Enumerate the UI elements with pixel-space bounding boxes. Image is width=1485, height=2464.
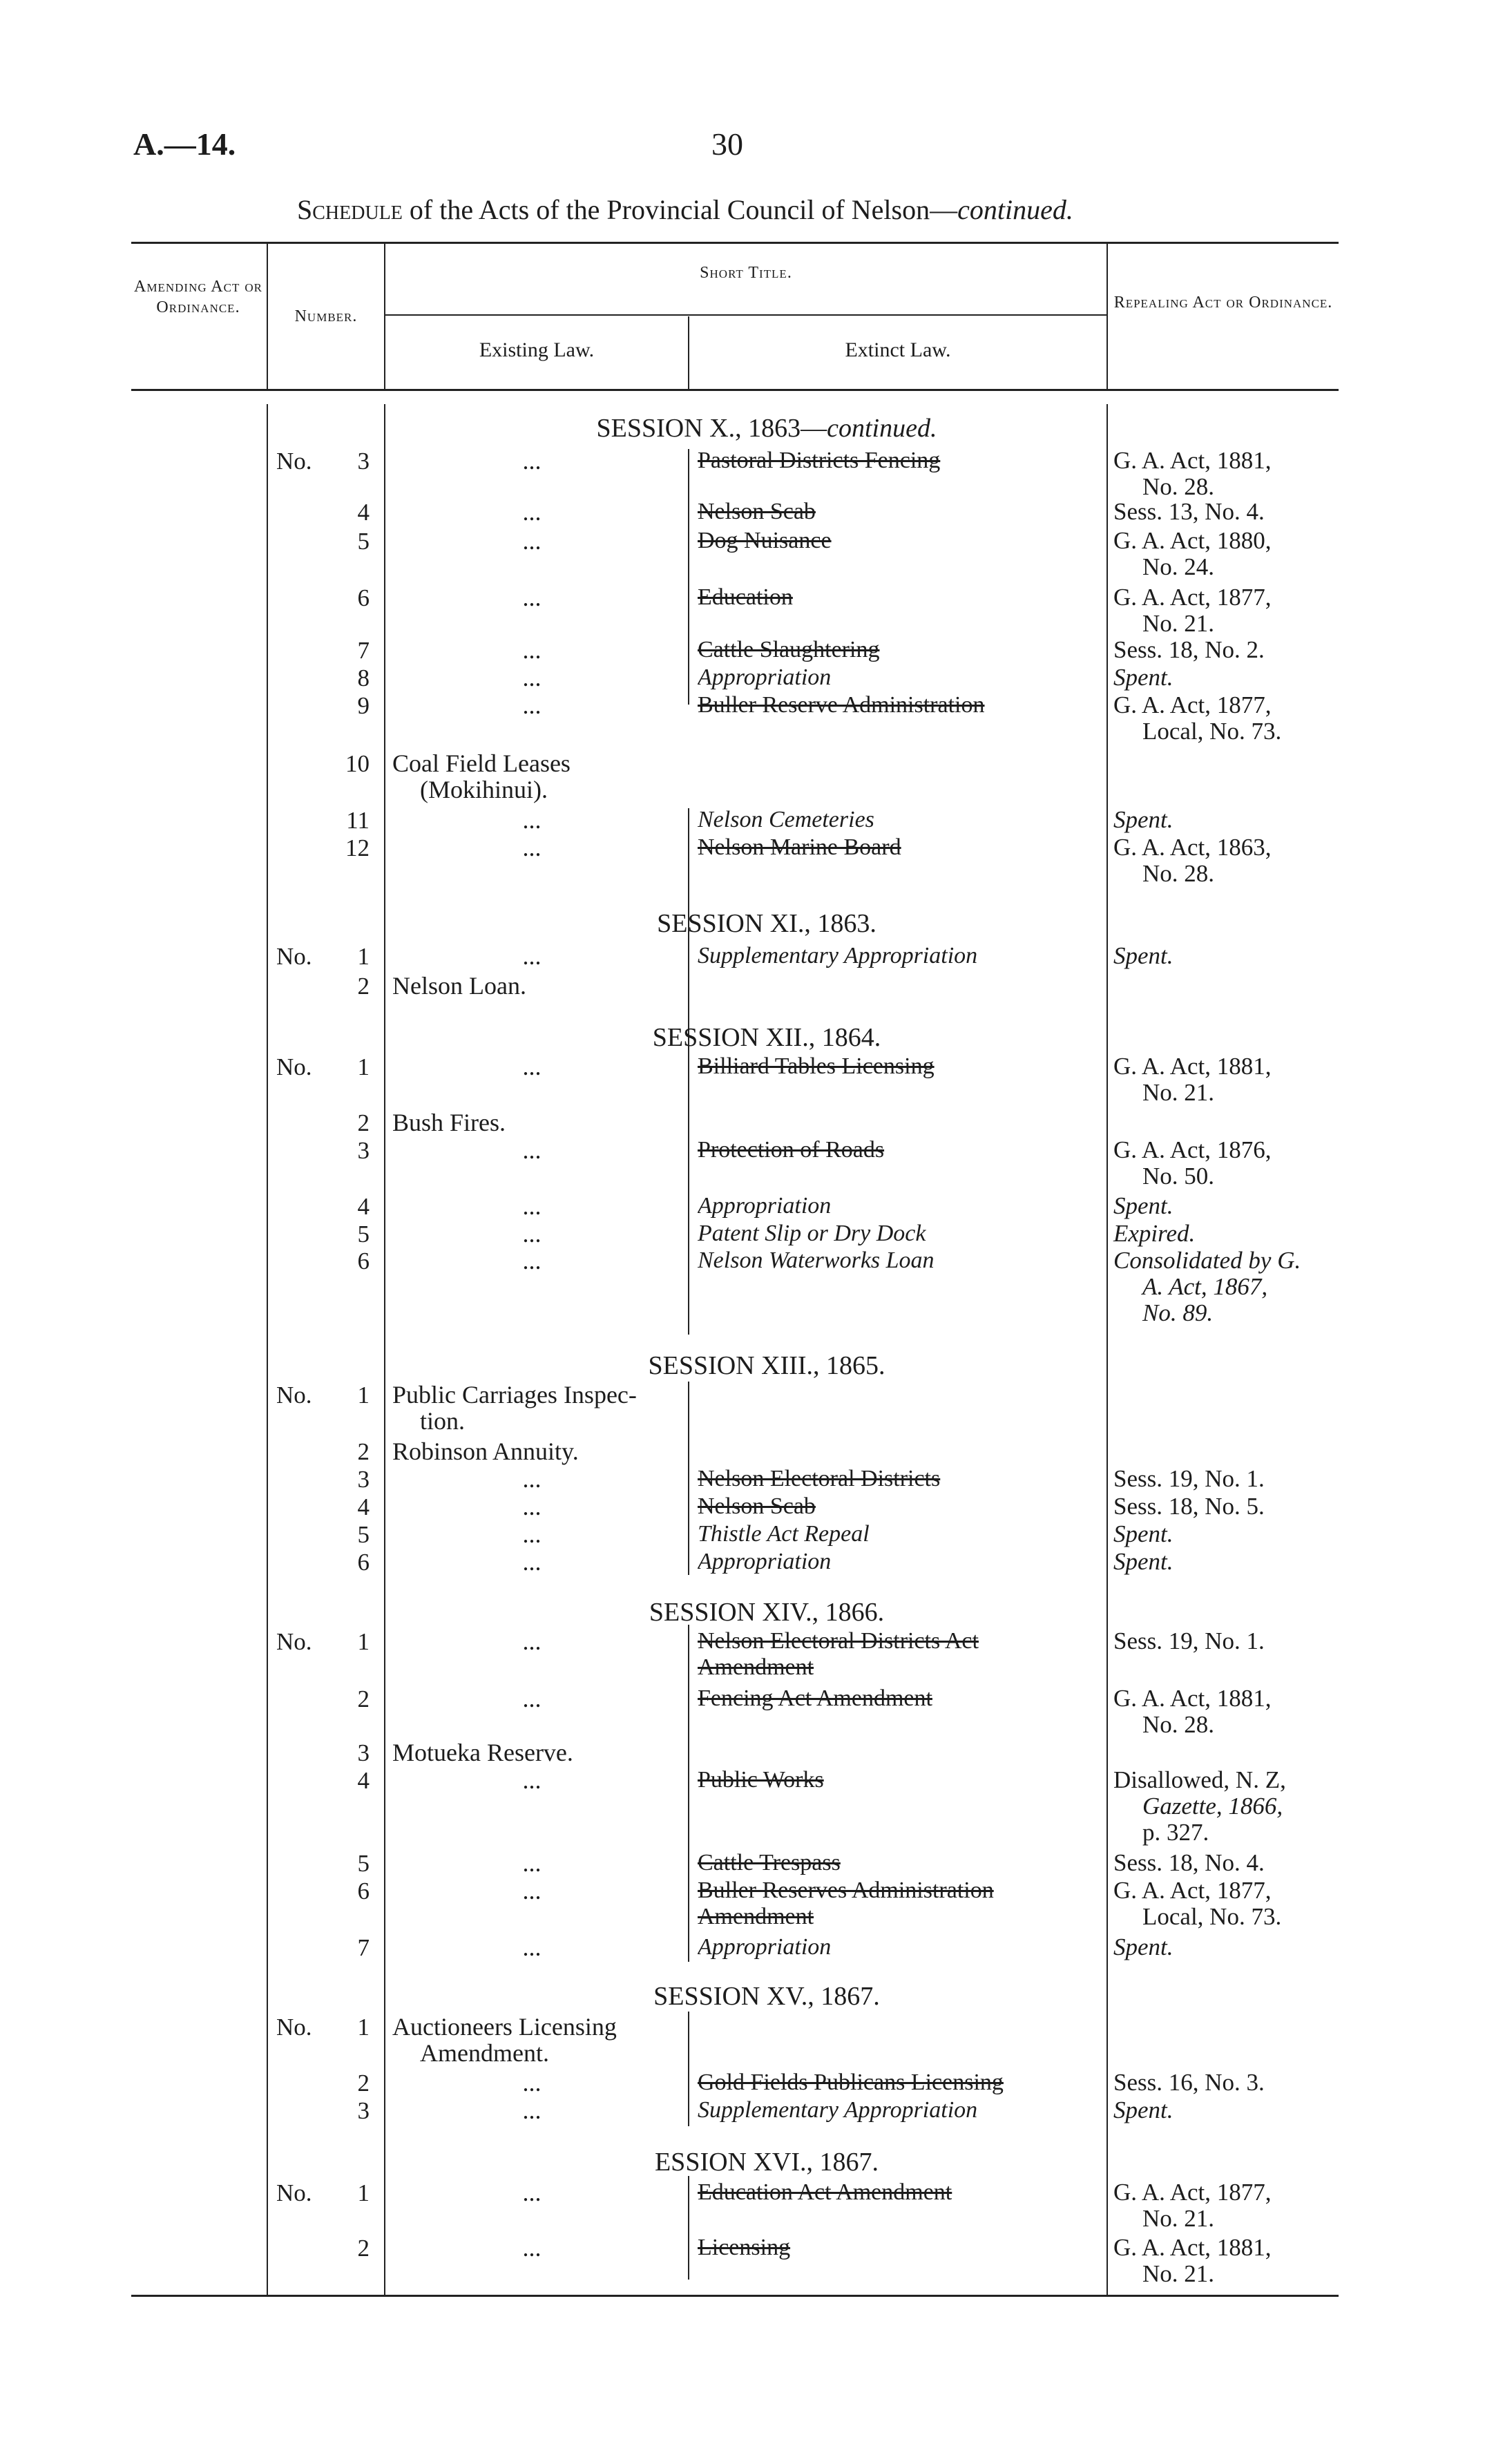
act-number: 2	[357, 1438, 370, 1465]
session-heading: SESSION XIV., 1866.	[649, 1598, 885, 1627]
extinct-law: Billiard Tables Licensing	[698, 1053, 935, 1079]
act-number: 2	[357, 2235, 370, 2262]
session-title-extra: continued.	[827, 414, 937, 443]
extinct-law: Buller Reserve Administration	[698, 692, 985, 718]
repealing-act: Sess. 18, No. 5.	[1113, 1493, 1265, 1520]
existing-law: ...	[522, 1685, 542, 1712]
header-bottom-rule	[131, 389, 1339, 391]
act-number: 6	[357, 1878, 370, 1904]
extinct-law-header: Extinct Law.	[845, 338, 951, 361]
page-number: 30	[711, 126, 743, 162]
repealing-line: G. A. Act, 1881,	[1113, 447, 1272, 474]
act-number: 6	[357, 1549, 370, 1576]
act-number: 11	[346, 807, 370, 834]
session-heading: SESSION XIII., 1865.	[648, 1351, 885, 1380]
existing-law: ...	[522, 2179, 542, 2206]
act-number: 4	[357, 1493, 370, 1520]
extinct-law: Public Works	[698, 1767, 824, 1793]
act-number: 1	[357, 1628, 370, 1655]
extinct-law: Supplementary Appropriation	[698, 943, 978, 968]
extinct-law: Pastoral Districts Fencing	[698, 448, 941, 473]
act-number: 4	[357, 1767, 370, 1794]
act-number: 5	[357, 528, 370, 555]
extinct-law: Cattle Trespass	[698, 1850, 841, 1875]
act-number: 2	[357, 1685, 370, 1712]
extinct-law: Appropriation	[698, 1549, 832, 1574]
existing-law: ...	[522, 447, 542, 475]
repealing-line: G. A. Act, 1881,	[1113, 2234, 1272, 2261]
session-divider	[688, 938, 689, 986]
repealing-act: Sess. 19, No. 1.	[1113, 1465, 1265, 1492]
extinct-law: Nelson Scab	[698, 499, 816, 524]
session-heading: SESSION XII., 1864.	[652, 1023, 881, 1052]
repealing-line: Disallowed, N. Z,	[1113, 1766, 1286, 1793]
act-number: 8	[357, 665, 370, 691]
document-code: A.—14.	[133, 126, 236, 162]
existing-law: ...	[522, 1548, 542, 1576]
repealing-act	[1113, 1248, 1341, 1326]
extinct-law: Fencing Act Amendment	[698, 1685, 932, 1711]
existing-law: ...	[522, 1849, 542, 1877]
repealing-act: Spent.	[1113, 1933, 1173, 1960]
session-heading: ESSION XVI., 1867.	[654, 2148, 879, 2177]
act-number: 1	[357, 2179, 370, 2206]
repealing-act	[1113, 2179, 1341, 2232]
column-divider	[384, 404, 385, 2295]
extinct-law: Buller Reserves Administration Amendment	[698, 1878, 994, 1929]
repealing-line: No. 50.	[1142, 1163, 1215, 1190]
existing-law: ...	[522, 1053, 542, 1080]
repealing-act: Spent.	[1113, 2097, 1173, 2123]
repealing-line: No. 28.	[1142, 1711, 1215, 1738]
existing-law: ...	[522, 636, 542, 664]
repealing-act: Spent.	[1113, 1520, 1173, 1547]
repealing-line: Local, No. 73.	[1142, 1903, 1282, 1930]
repealing-line: No. 24.	[1142, 553, 1215, 580]
repealing-line: No. 21.	[1142, 1079, 1215, 1106]
extinct-law: Education Act Amendment	[698, 2179, 952, 2205]
existing-law: ...	[522, 1136, 542, 1164]
repealing-line: G. A. Act, 1881,	[1113, 1053, 1272, 1080]
existing-law: Motueka Reserve.	[392, 1739, 573, 1766]
caption-tail: continued.	[957, 194, 1073, 225]
existing-law: ...	[522, 1465, 542, 1493]
row-no-label: No.	[276, 2179, 312, 2206]
act-number: 10	[345, 750, 370, 777]
act-number: 5	[357, 1850, 370, 1877]
repealing-act: Sess. 18, No. 4.	[1113, 1849, 1265, 1876]
existing-law: ...	[522, 527, 542, 555]
act-number: 7	[357, 1934, 370, 1961]
act-number: 12	[345, 834, 370, 861]
existing-law: ...	[522, 1192, 542, 1220]
existing-law: ...	[522, 691, 542, 719]
repealing-line: G. A. Act, 1877,	[1113, 2179, 1272, 2206]
extinct-law: Patent Slip or Dry Dock	[698, 1221, 926, 1246]
extinct-law: Nelson Electoral Districts Act Amendment	[698, 1628, 979, 1680]
repealing-line: No. 21.	[1142, 2260, 1215, 2287]
column-divider	[267, 243, 268, 390]
extinct-law: Nelson Cemeteries	[698, 807, 874, 832]
extinct-law: Protection of Roads	[698, 1137, 885, 1163]
act-number: 1	[357, 943, 370, 970]
extinct-law: Licensing	[698, 2235, 791, 2260]
session-divider	[688, 2176, 689, 2280]
existing-law	[392, 1382, 669, 1434]
table-caption	[297, 193, 1073, 226]
column-divider	[384, 243, 385, 390]
extinct-law: Nelson Scab	[698, 1493, 816, 1519]
existing-law: ...	[522, 664, 542, 691]
session-divider	[688, 1051, 689, 1335]
existing-law: ...	[522, 1520, 542, 1548]
column-divider	[267, 404, 268, 2295]
session-heading	[387, 413, 1147, 443]
extinct-law: Nelson Marine Board	[698, 834, 901, 860]
existing-law-line: Amendment.	[420, 2039, 549, 2067]
row-no-label: No.	[276, 1382, 312, 1408]
session-title: SESSION X., 1863—	[596, 414, 827, 443]
extinct-law: Education	[698, 584, 793, 610]
repealing-line: G. A. Act, 1880,	[1113, 527, 1272, 554]
number-column-header: Number.	[294, 307, 358, 325]
extinct-law: Appropriation	[698, 1934, 832, 1960]
existing-law-header: Existing Law.	[479, 338, 595, 361]
repealing-line: G. A. Act, 1877,	[1113, 584, 1272, 611]
caption-lead: Schedule	[297, 194, 403, 225]
existing-law: ...	[522, 1220, 542, 1248]
repealing-act: Sess. 19, No. 1.	[1113, 1627, 1265, 1654]
existing-law: ...	[522, 1877, 542, 1904]
existing-law: ...	[522, 1493, 542, 1520]
repealing-act: Sess. 18, No. 2.	[1113, 636, 1265, 663]
session-divider	[688, 449, 689, 705]
extinct-law: Gold Fields Publicans Licensing	[698, 2070, 1004, 2095]
row-no-label: No.	[276, 1628, 312, 1655]
repealing-column-header: Repealing Act or Ordinance.	[1113, 294, 1333, 312]
repealing-act: Sess. 13, No. 4.	[1113, 498, 1265, 525]
act-number: 3	[357, 2097, 370, 2124]
repealing-line: G. A. Act, 1881,	[1113, 1685, 1272, 1712]
existing-law: ...	[522, 1766, 542, 1794]
row-no-label: No.	[276, 1053, 312, 1080]
extinct-law: Dog Nuisance	[698, 528, 832, 553]
repealing-line: G. A. Act, 1877,	[1113, 1877, 1272, 1904]
repealing-line: Consolidated by G.	[1113, 1247, 1301, 1274]
existing-law: Bush Fires.	[392, 1109, 506, 1136]
table-bottom-rule	[131, 2295, 1339, 2297]
existing-law: Robinson Annuity.	[392, 1438, 579, 1465]
repealing-act: Sess. 16, No. 3.	[1113, 2069, 1265, 2096]
repealing-line: No. 28.	[1142, 860, 1215, 887]
extinct-law: Appropriation	[698, 1193, 832, 1219]
extinct-law: Appropriation	[698, 665, 832, 690]
row-no-label: No.	[276, 943, 312, 970]
act-number: 5	[357, 1521, 370, 1548]
act-number: 2	[357, 1109, 370, 1136]
existing-law: ...	[522, 2069, 542, 2097]
session-heading: SESSION XI., 1863.	[657, 909, 876, 938]
repealing-line: G. A. Act, 1863,	[1113, 834, 1272, 861]
session-divider	[688, 2012, 689, 2126]
repealing-act	[1113, 528, 1341, 580]
extinct-law: Nelson Electoral Districts	[698, 1466, 941, 1491]
repealing-line: No. 21.	[1142, 2205, 1215, 2232]
repealing-act	[1113, 1053, 1341, 1106]
repealing-act	[1113, 1878, 1341, 1930]
row-no-label: No.	[276, 448, 312, 475]
act-number: 6	[357, 584, 370, 611]
existing-law: ...	[522, 584, 542, 611]
act-number: 6	[357, 1248, 370, 1274]
act-number: 3	[357, 1739, 370, 1766]
act-number: 3	[357, 1466, 370, 1493]
repealing-line: No. 89.	[1142, 1299, 1214, 1326]
repealing-act: Spent.	[1113, 664, 1173, 691]
repealing-act	[1113, 1137, 1341, 1190]
act-number: 3	[357, 1137, 370, 1164]
table-top-rule	[131, 242, 1339, 244]
existing-law: ...	[522, 942, 542, 970]
existing-law	[392, 2014, 669, 2066]
act-number: 2	[357, 2070, 370, 2097]
act-number: 1	[357, 2014, 370, 2041]
act-number: 4	[357, 499, 370, 526]
repealing-line: Gazette, 1866,	[1142, 1793, 1283, 1820]
existing-law: Nelson Loan.	[392, 972, 526, 1000]
repealing-act: Spent.	[1113, 1548, 1173, 1575]
act-number: 3	[357, 448, 370, 475]
repealing-line: No. 21.	[1142, 610, 1215, 637]
existing-law: ...	[522, 498, 542, 526]
repealing-act	[1113, 1767, 1341, 1846]
extinct-law: Supplementary Appropriation	[698, 2097, 978, 2123]
act-number: 4	[357, 1193, 370, 1220]
existing-law	[392, 750, 669, 803]
short-title-column-header: Short Title.	[700, 264, 792, 282]
session-heading: SESSION XV., 1867.	[653, 1982, 880, 2011]
row-no-label: No.	[276, 2014, 312, 2041]
session-divider	[688, 1382, 689, 1575]
existing-law-line: (Mokihinui).	[420, 776, 548, 803]
repealing-act	[1113, 448, 1341, 500]
caption-middle: of the Acts of the Provincial Council of Nelson—	[402, 194, 958, 225]
repealing-line: G. A. Act, 1876,	[1113, 1136, 1272, 1163]
existing-law-line: Auctioneers Licensing	[392, 2013, 617, 2041]
session-divider	[688, 1625, 689, 1962]
existing-law: ...	[522, 806, 542, 834]
repealing-line: A. Act, 1867,	[1142, 1273, 1268, 1300]
extinct-law: Thistle Act Repeal	[698, 1521, 870, 1547]
existing-law: ...	[522, 834, 542, 861]
repealing-act	[1113, 584, 1341, 637]
existing-law: ...	[522, 1627, 542, 1655]
repealing-act: Spent.	[1113, 1192, 1173, 1219]
column-divider	[1106, 243, 1108, 390]
existing-law: ...	[522, 2097, 542, 2124]
repealing-line: No. 28.	[1142, 473, 1215, 500]
repealing-act	[1113, 1685, 1341, 1738]
repealing-line: G. A. Act, 1877,	[1113, 691, 1272, 718]
repealing-act: Spent.	[1113, 942, 1173, 969]
existing-law: ...	[522, 1933, 542, 1961]
act-number: 1	[357, 1382, 370, 1408]
amending-column-header: Amending Act or Ordinance.	[134, 278, 262, 316]
repealing-line: p. 327.	[1142, 1819, 1209, 1846]
act-number: 7	[357, 637, 370, 664]
act-number: 5	[357, 1221, 370, 1248]
act-number: 9	[357, 692, 370, 719]
repealing-act: Expired.	[1113, 1220, 1196, 1247]
existing-law-line: Public Carriages Inspec-	[392, 1381, 637, 1408]
existing-law-line: Coal Field Leases	[392, 749, 571, 777]
repealing-act	[1113, 834, 1341, 887]
existing-law-line: tion.	[420, 1407, 466, 1435]
act-number: 2	[357, 973, 370, 1000]
extinct-law: Nelson Waterworks Loan	[698, 1248, 935, 1273]
repealing-act	[1113, 692, 1341, 745]
repealing-act: Spent.	[1113, 806, 1173, 833]
act-number: 1	[357, 1053, 370, 1080]
short-title-rule	[384, 314, 1106, 316]
column-divider	[688, 316, 689, 390]
extinct-law: Cattle Slaughtering	[698, 637, 880, 662]
existing-law: ...	[522, 1247, 542, 1274]
repealing-act	[1113, 2235, 1341, 2287]
existing-law: ...	[522, 2234, 542, 2262]
repealing-line: Local, No. 73.	[1142, 718, 1282, 745]
